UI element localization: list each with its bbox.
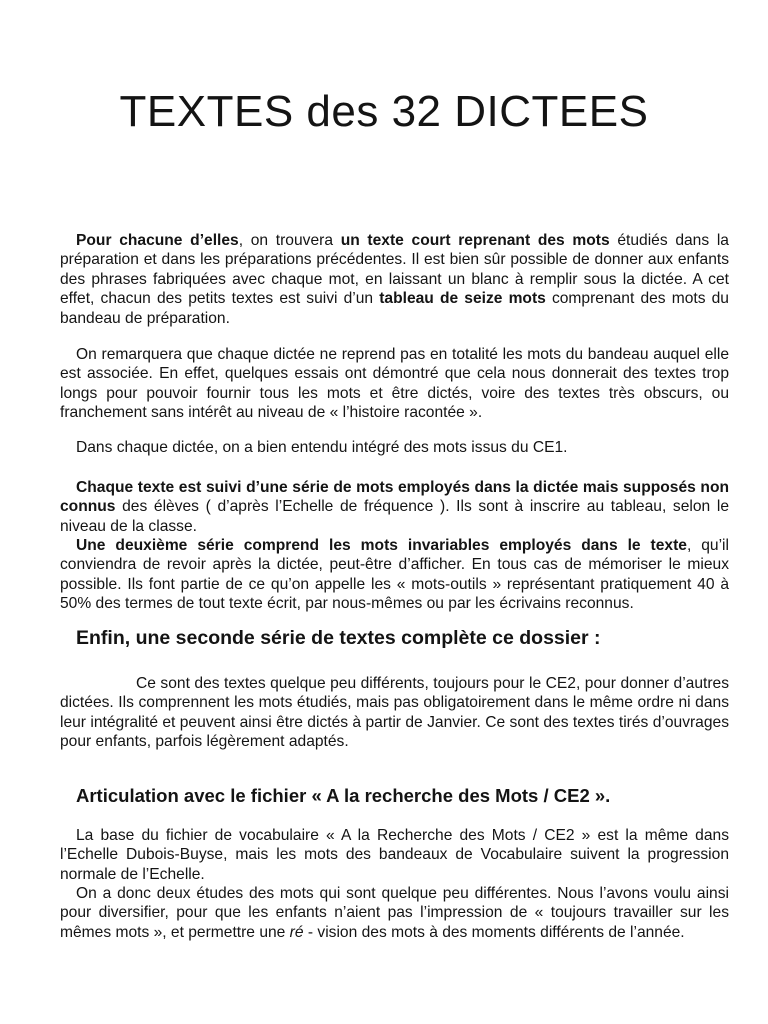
remark-paragraph: On remarquera que chaque dictée ne reprend pas en totalité les mots du bandeau auquel elle est associée. En effet, quelques essais ont démontré que cela nous donnerait des textes trop longs pour pouvoir fournir tous les mots et être dictés, voire des textes très obscurs, ou franchement sans intérêt au niveau de « l’histoire racontée ».: [60, 346, 729, 422]
text-run: - vision des mots à des moments différents de l’année.: [303, 923, 685, 941]
text-run: , on trouvera: [238, 232, 341, 249]
bold-phrase: Pour chacune d’elles: [76, 232, 239, 249]
italic-prefix: ré: [289, 923, 304, 941]
intro-paragraph: [60, 231, 729, 328]
bold-phrase: Une deuxième série comprend les mots invariables employés dans le texte: [76, 537, 687, 554]
text-run: étudiés dans la préparation et dans les préparations précédentes. Il est bien sûr possible de donner aux enfants des phrases fabriquées avec chaque mot, en laissant un blanc à remplir sous la dictée. A cet effet, chacun des petits textes est suivi d’un: [60, 232, 729, 308]
text-run: comprenant des mots du bandeau de préparation.: [60, 290, 729, 327]
invariable-words-paragraph: [60, 536, 729, 614]
text-run: On a donc deux études des mots qui sont quelque peu différentes. Nous l’avons voulu ainsi pour diversifier, pour que les enfants n’aient pas l’impression de « toujours travailler sur les mêmes mots », et permettre une: [60, 885, 729, 941]
ce1-paragraph: Dans chaque dictée, on a bien entendu intégré des mots issus du CE1.: [76, 439, 568, 456]
section-heading-second-series: Enfin, une seconde série de textes complète ce dossier :: [76, 627, 601, 649]
word-series-paragraph: [60, 478, 729, 536]
vocabulary-base-paragraph: La base du fichier de vocabulaire « A la Recherche des Mots / CE2 » est la même dans l’Echelle Dubois-Buyse, mais les mots des bandeaux de Vocabulaire suivent la progression normale de l’Echelle.: [60, 827, 729, 883]
text-run: des élèves ( d’après l’Echelle de fréquence ). Ils sont à inscrire au tableau, selon le niveau de la classe.: [60, 498, 729, 535]
bold-phrase: tableau de seize mots: [379, 290, 546, 308]
two-studies-paragraph: [60, 884, 729, 942]
section-heading-articulation: Articulation avec le fichier « A la recherche des Mots / CE2 ».: [76, 785, 611, 806]
bold-phrase: un texte court reprenant des mots: [340, 232, 610, 249]
page-title: TEXTES des 32 DICTEES: [119, 87, 649, 136]
second-series-paragraph: Ce sont des textes quelque peu différents, toujours pour le CE2, pour donner d’autres dictées. Ils comprennent les mots étudiés, mais pas obligatoirement dans le même ordre ni dans leur intégralité et peuvent ainsi être dictés à partir de Janvier. Ce sont des textes tirés d’ouvrages pour enfants, parfois légèrement adaptés.: [60, 675, 729, 751]
bold-phrase: Chaque texte est suivi d’une série de mots employés dans la dictée mais supposés non connus: [60, 479, 729, 516]
text-run: , qu’il conviendra de revoir après la dictée, peut-être d’afficher. En tous cas de mémoriser le mieux possible. Ils font partie de ce qu’on appelle les « mots-outils » représentant pratiquement 40 à 50% des termes de tout texte écrit, par nous-mêmes ou par les écrivains reconnus.: [60, 537, 729, 613]
